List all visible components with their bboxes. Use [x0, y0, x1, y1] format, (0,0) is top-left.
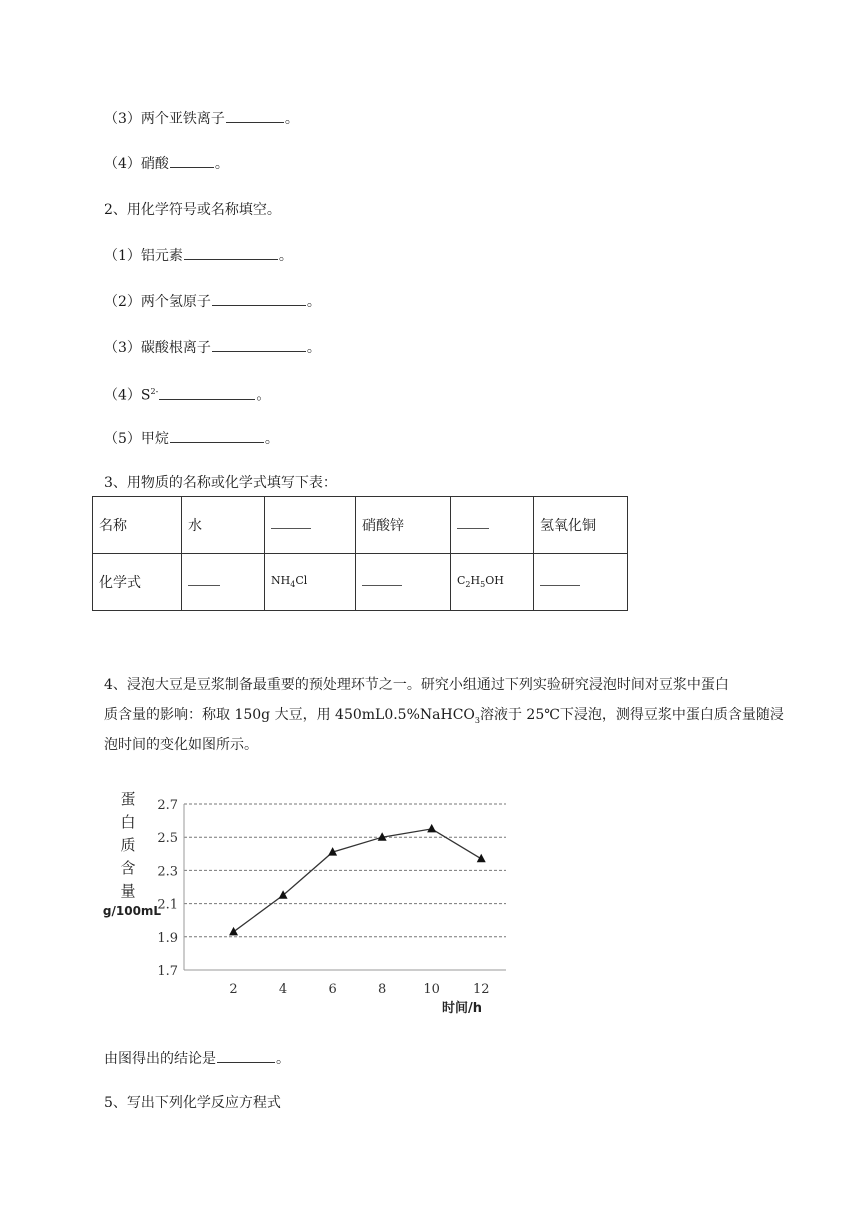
series-line: [234, 829, 482, 932]
table-row: [93, 554, 628, 611]
y-tick-label: 1.7: [157, 964, 178, 979]
data-point: [279, 890, 288, 899]
ylabel-char: 蛋: [120, 790, 136, 808]
answer-blank[interactable]: [217, 1048, 275, 1063]
y-tick-label: 2.7: [157, 798, 178, 813]
answer-blank[interactable]: [159, 385, 255, 400]
x-axis-label: 时间/h: [441, 1001, 483, 1016]
ylabel-char: 白: [120, 813, 136, 831]
table-cell: $NH_4Cl$: [265, 554, 356, 611]
q4-line-1: 4、浸泡大豆是豆浆制备最重要的预处理环节之一。研究小组通过下列实验研究浸泡时间对豆浆中蛋白: [104, 677, 729, 693]
q3-table: [92, 496, 628, 611]
y-tick-label: 1.9: [157, 930, 178, 946]
table-cell-blank[interactable]: [265, 497, 356, 554]
q2-item-2: （2）两个氢原子 。: [104, 291, 321, 312]
data-point: [229, 927, 238, 936]
q4-conclusion: 由图得出的结论是 。: [104, 1048, 290, 1069]
table-cell: 氢氧化铜: [534, 497, 628, 554]
q2-title: 2、用化学符号或名称填空。: [104, 202, 281, 218]
table-cell-blank[interactable]: [356, 554, 451, 611]
answer-blank[interactable]: [170, 428, 264, 443]
table-header-formula: 化学式: [93, 554, 182, 611]
ylabel-char: 含: [120, 859, 136, 877]
data-point: [427, 824, 436, 833]
y-tick-label: 2.5: [157, 831, 178, 847]
ylabel-char: 质: [120, 836, 136, 854]
table-header-name: 名称: [93, 497, 182, 554]
x-tick-label: 4: [278, 982, 288, 997]
answer-blank[interactable]: [226, 108, 284, 123]
table-cell-blank[interactable]: [182, 554, 265, 611]
table-cell-blank[interactable]: [451, 497, 534, 554]
table-cell: 硝酸锌: [356, 497, 451, 554]
q5-title: 5、写出下列化学反应方程式: [104, 1095, 281, 1111]
q2-item-1: （1）铝元素 。: [104, 245, 293, 266]
y-tick-label: 2.1: [157, 897, 178, 913]
x-tick-label: 2: [229, 982, 238, 997]
table-cell: $C_2H_5OH$: [451, 554, 534, 611]
answer-blank[interactable]: [212, 291, 306, 306]
q2-item-4: $(4)S^{2-}$ 。: [104, 382, 270, 406]
x-tick-label: 10: [423, 982, 440, 997]
y-tick-label: 2.3: [157, 864, 178, 880]
x-tick-label: 6: [328, 982, 337, 997]
ylabel-unit: g/100mL: [102, 904, 162, 918]
protein-content-chart: [90, 780, 520, 1020]
table-cell-blank[interactable]: [534, 554, 628, 611]
q1-item-4: （4）硝酸 。: [104, 153, 229, 174]
table-cell: 水: [182, 497, 265, 554]
q1-item-3: （3）两个亚铁离子 。: [104, 108, 299, 129]
answer-blank[interactable]: [170, 153, 214, 168]
ylabel-char: 量: [120, 882, 136, 900]
answer-blank[interactable]: [184, 245, 278, 260]
q2-item-5: （5）甲烷 。: [104, 428, 279, 449]
x-tick-label: 12: [472, 982, 490, 997]
q2-item-3: （3）碳酸根离子 。: [104, 337, 321, 358]
answer-blank[interactable]: [212, 337, 306, 352]
data-point: [477, 854, 486, 863]
table-row: [93, 497, 628, 554]
chart-plot: [90, 780, 520, 1020]
q3-title: 3、用物质的名称或化学式填写下表：: [104, 475, 337, 491]
q4-line-3: 泡时间的变化如图所示。: [104, 737, 258, 753]
x-tick-label: 8: [378, 982, 387, 997]
q4-line-2: 质含量的影响：称取 150g 大豆，用 450mL0.5%NaHCO$_3$溶液于 25℃下浸泡，测得豆浆中蛋白质含量随浸: [104, 707, 784, 725]
